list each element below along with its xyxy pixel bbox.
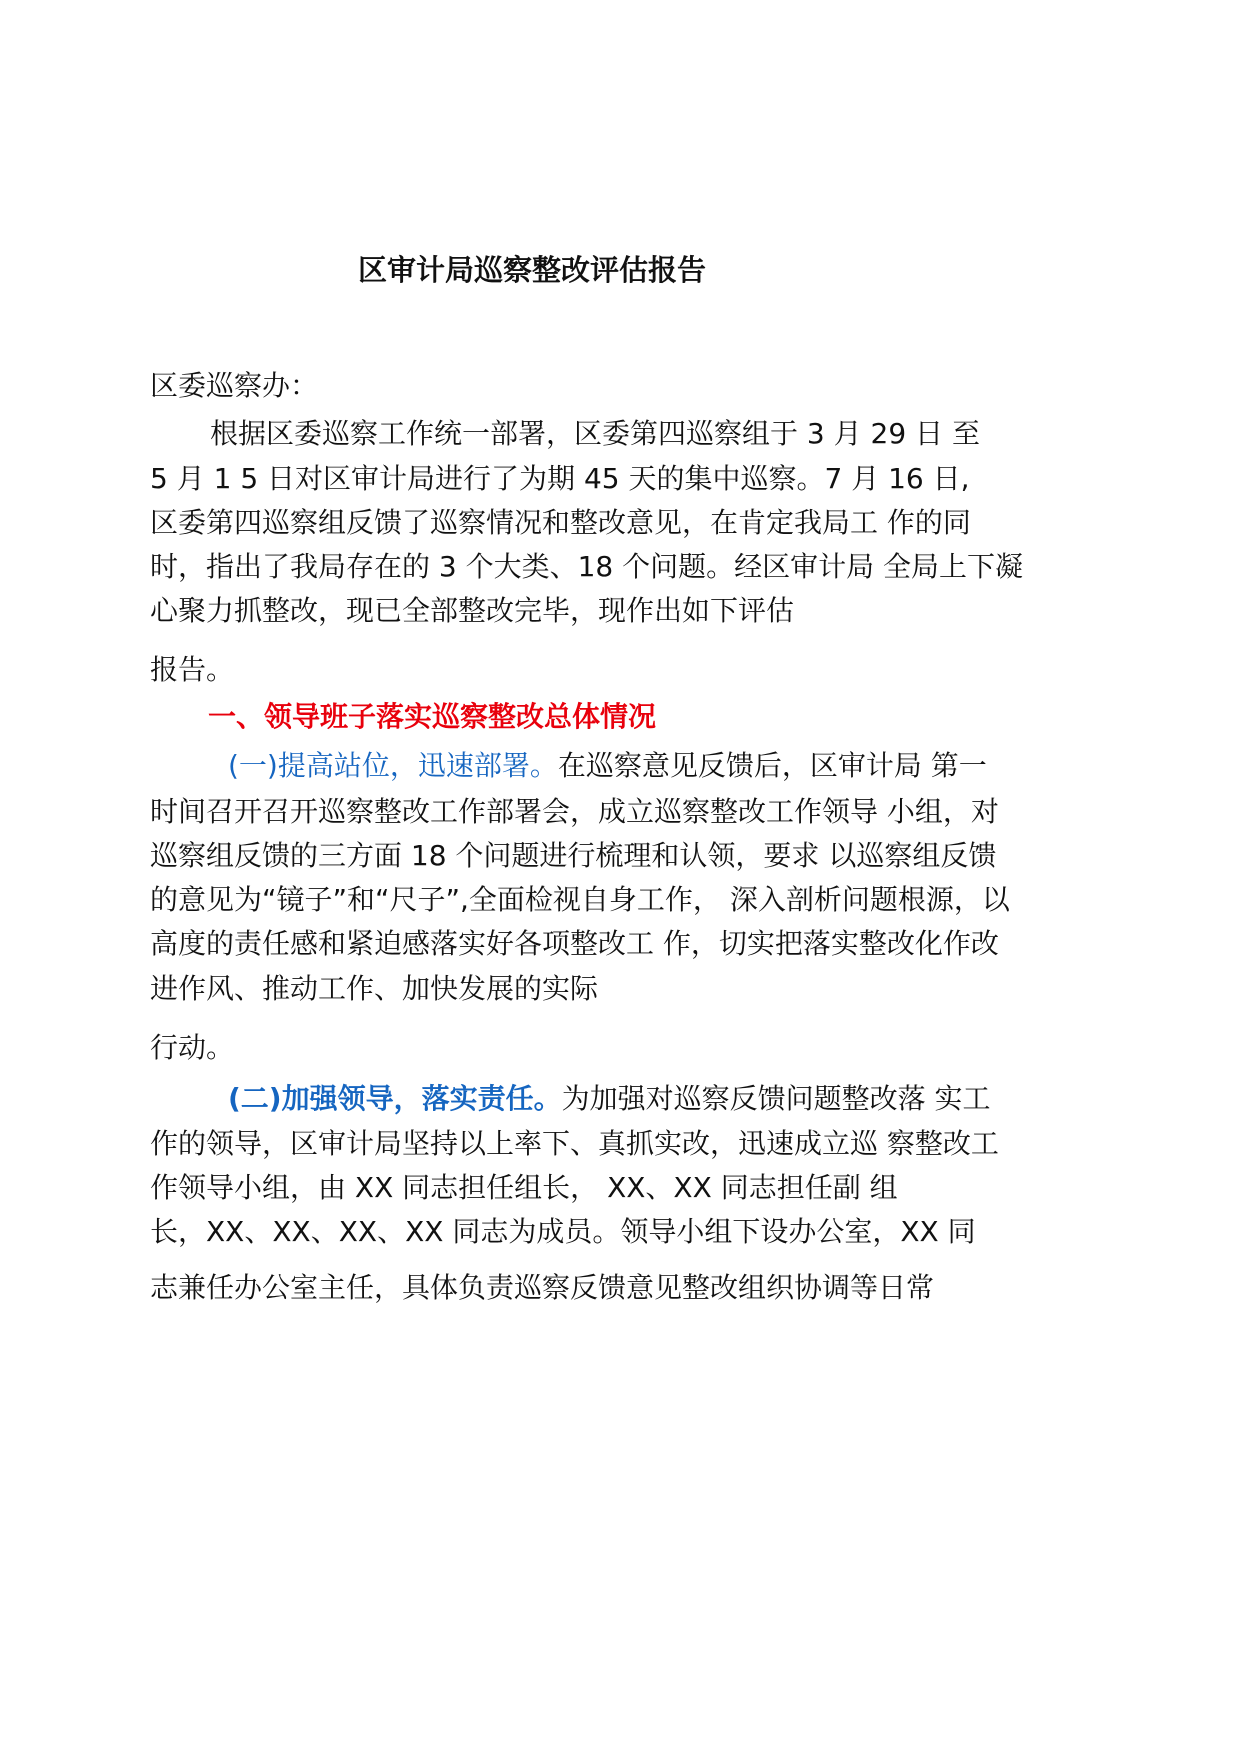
paragraph-line: 的意见为“镜子”和“尺子”,全面检视自身工作， 深入剖析问题根源，以	[150, 883, 1010, 916]
subsection-text: 为加强对巡察反馈问题整改落 实工	[561, 1082, 991, 1115]
subsection-heading: (一)提高站位，迅速部署。	[228, 749, 558, 782]
section-heading: 一、领导班子落实巡察整改总体情况	[208, 700, 657, 733]
paragraph-line: 作的领导，区审计局坚持以上率下、真抓实改，迅速成立巡 察整改工	[150, 1127, 999, 1160]
paragraph-line: 行动。	[150, 1031, 235, 1064]
paragraph-line	[228, 746, 987, 786]
paragraph-line: 报告。	[150, 653, 235, 686]
paragraph-line: 巡察组反馈的三方面 18 个问题进行梳理和认领，要求 以巡察组反馈	[150, 839, 997, 872]
paragraph-line: 区委第四巡察组反馈了巡察情况和整改意见，在肯定我局工 作的同	[150, 506, 971, 539]
subsection-heading: (二)加强领导，落实责任。	[228, 1082, 562, 1115]
paragraph-line: 长，XX、XX、XX、XX 同志为成员。领导小组下设办公室，XX 同	[150, 1215, 976, 1248]
paragraph-line: 心聚力抓整改，现已全部整改完毕，现作出如下评估	[150, 594, 795, 627]
paragraph-line: 进作风、推动工作、加快发展的实际	[150, 972, 599, 1005]
paragraph-line	[228, 1079, 991, 1119]
document-title: 区审计局巡察整改评估报告	[358, 253, 707, 287]
salutation: 区委巡察办：	[150, 369, 319, 402]
paragraph-line: 时间召开召开巡察整改工作部署会，成立巡察整改工作领导 小组，对	[150, 795, 999, 828]
subsection-text: 在巡察意见反馈后，区审计局 第一	[557, 749, 987, 782]
paragraph-line: 高度的责任感和紧迫感落实好各项整改工 作，切实把落实整改化作改	[150, 927, 999, 960]
paragraph-line: 作领导小组，由 XX 同志担任组长， XX、XX 同志担任副 组	[150, 1171, 898, 1204]
paragraph-line: 根据区委巡察工作统一部署，区委第四巡察组于 3 月 29 日 至	[210, 417, 980, 450]
paragraph-line: 时，指出了我局存在的 3 个大类、18 个问题。经区审计局 全局上下凝	[150, 550, 1024, 583]
paragraph-line: 5 月 1 5 日对区审计局进行了为期 45 天的集中巡察。7 月 16 日,	[150, 462, 970, 495]
paragraph-line: 志兼任办公室主任，具体负责巡察反馈意见整改组织协调等日常	[150, 1271, 935, 1304]
